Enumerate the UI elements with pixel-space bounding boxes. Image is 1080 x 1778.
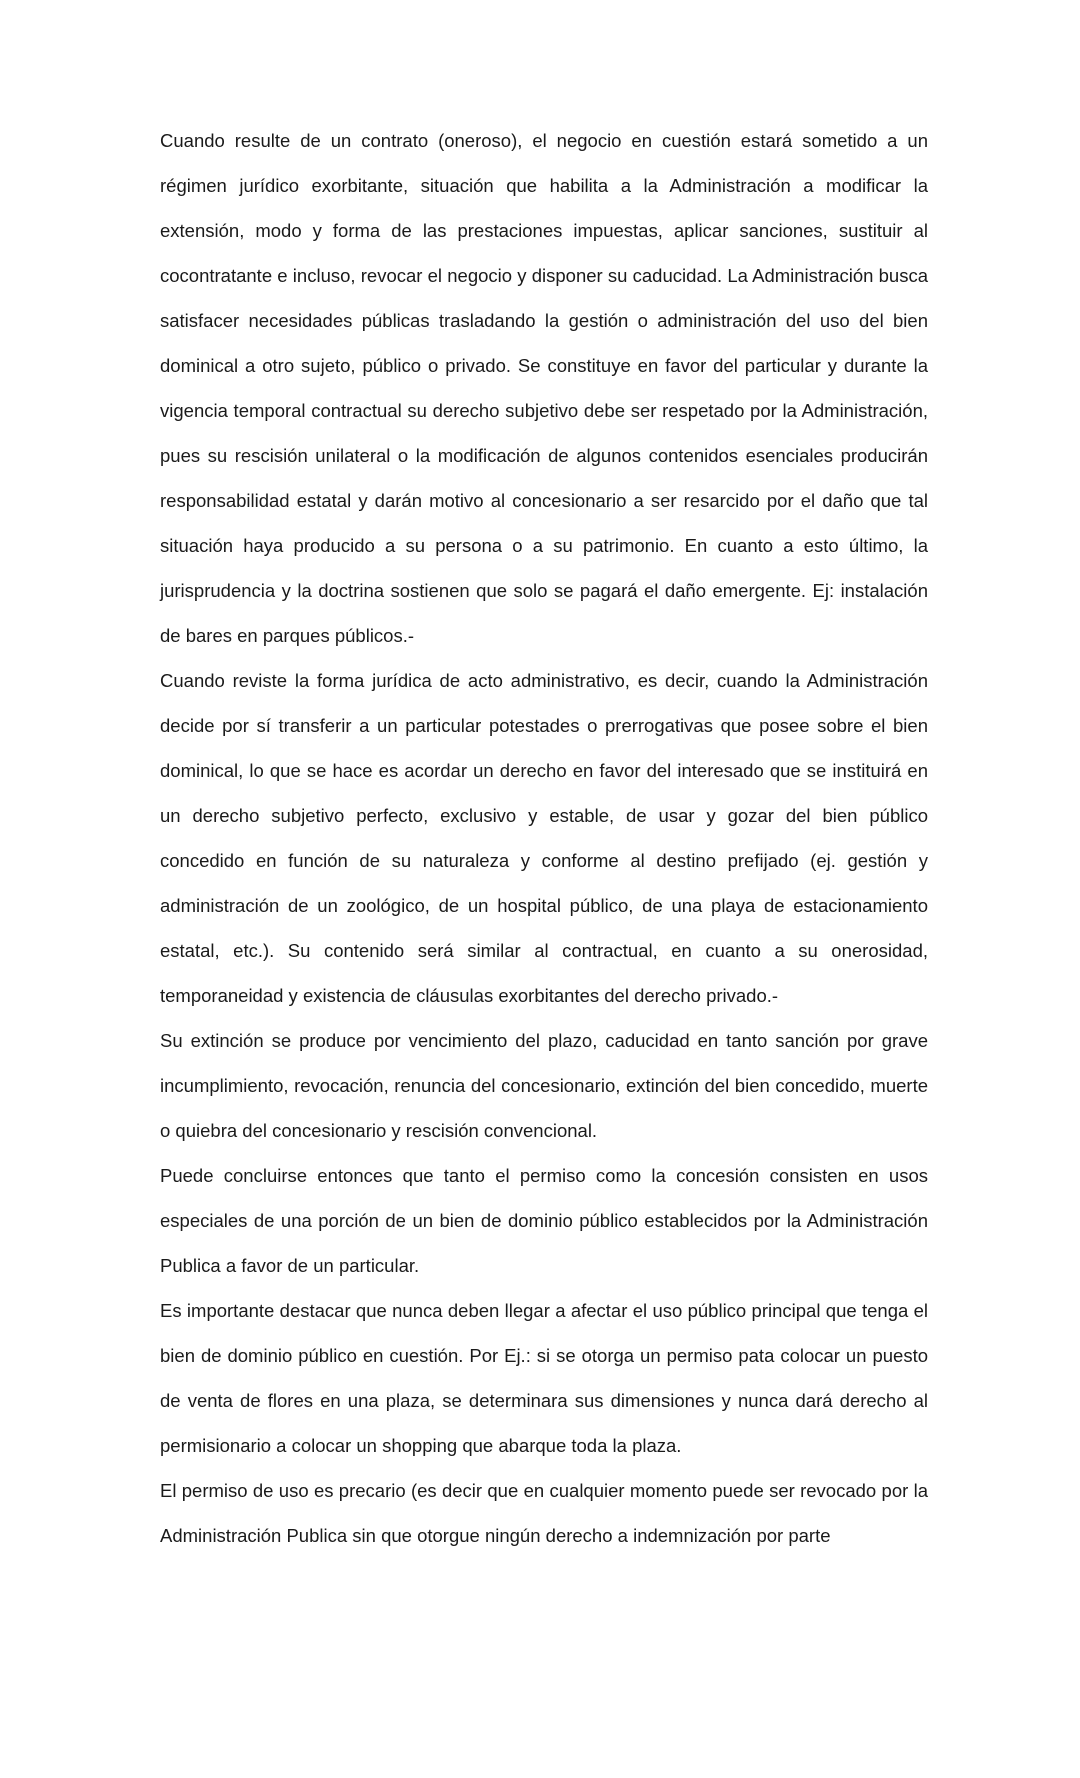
paragraph-acto-administrativo: Cuando reviste la forma jurídica de acto administrativo, es decir, cuando la Administración decide por sí transferir a un particular potestades o prerrogativas que posee sobre el bien dominical, lo que se hace es acordar un derecho en favor del interesado que se instituirá en un derecho subjetivo perfecto, exclusivo y estable, de usar y gozar del bien público concedido en función de su naturaleza y conforme al destino prefijado (ej. gestión y administración de un zoológico, de un hospital público, de una playa de estacionamiento estatal, etc.). Su contenido será similar al contractual, en cuanto a su onerosidad, temporaneidad y existencia de cláusulas exorbitantes del derecho privado.- <box>160 670 928 1006</box>
paragraph-contrato: Cuando resulte de un contrato (oneroso), el negocio en cuestión estará sometido a un régimen jurídico exorbitante, situación que habilita a la Administración a modificar la extensión, modo y forma de las prestaciones impuestas, aplicar sanciones, sustituir al cocontratante e incluso, revocar el negocio y disponer su caducidad. La Administración busca satisfacer necesidades públicas trasladando la gestión o administración del uso del bien dominical a otro sujeto, público o privado. Se constituye en favor del particular y durante la vigencia temporal contractual su derecho subjetivo debe ser respetado por la Administración, pues su rescisión unilateral o la modificación de algunos contenidos esenciales producirán responsabilidad estatal y darán motivo al concesionario a ser resarcido por el daño que tal situación haya producido a su persona o a su patrimonio. En cuanto a esto último, la jurisprudencia y la doctrina sostienen que solo se pagará el daño emergente. Ej: instalación de bares en parques públicos.- <box>160 130 928 646</box>
paragraph-permiso-precario: El permiso de uso es precario (es decir que en cualquier momento puede ser revocado por la Administración Publica sin que otorgue ningún derecho a indemnización por parte <box>160 1480 928 1546</box>
paragraph-uso-publico: Es importante destacar que nunca deben llegar a afectar el uso público principal que tenga el bien de dominio público en cuestión. Por Ej.: si se otorga un permiso pata colocar un puesto de venta de flores en una plaza, se determinara sus dimensiones y nunca dará derecho al permisionario a colocar un shopping que abarque toda la plaza. <box>160 1300 928 1456</box>
paragraph-extincion: Su extinción se produce por vencimiento del plazo, caducidad en tanto sanción por grave incumplimiento, revocación, renuncia del concesionario, extinción del bien concedido, muerte o quiebra del concesionario y rescisión convencional. <box>160 1030 928 1141</box>
paragraph-conclusion: Puede concluirse entonces que tanto el permiso como la concesión consisten en usos especiales de una porción de un bien de dominio público establecidos por la Administración Publica a favor de un particular. <box>160 1165 928 1276</box>
document-body <box>160 118 928 1558</box>
